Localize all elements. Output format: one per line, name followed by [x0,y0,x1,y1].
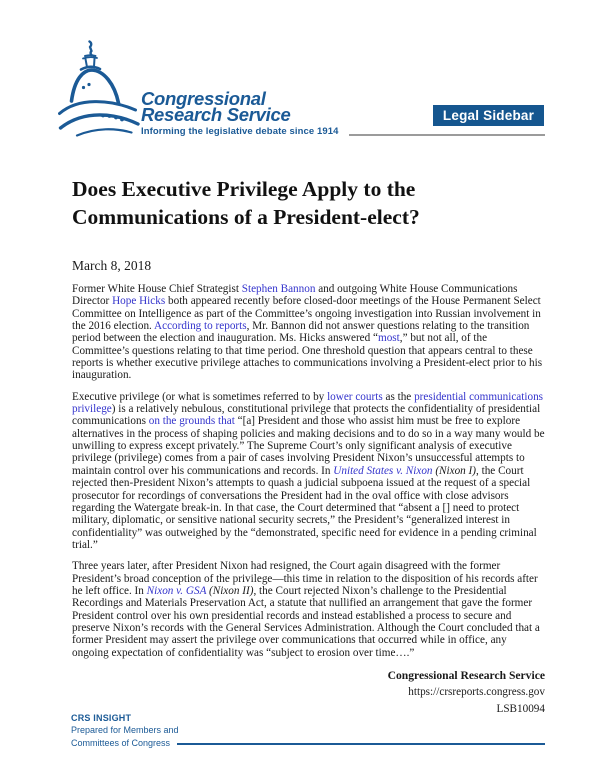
paragraph-3: Three years later, after President Nixon had resigned, the Court again disagreed with the former President’s broad conception of the privilege—this time in relation to the disposition of his records after he left office. In Nixon v. GSA (Nixon II), the Court rejected Nixon’s challenge to the Presidential Recordings and Materials Preservation Act, a statute that nullified an arrangement that gave the former President control over his own presidential records and instead established a process to secure and preserve Nixon’s records with the General Services Administration. Although the Court concluded that a former President may assert the privilege over communications that occurred while in office, any ongoing expectation of confidentiality was “subject to erosion over time….” [72,560,540,659]
page-footer [71,712,545,749]
link-nixon-v-gsa[interactable]: Nixon v. GSA [146,584,207,597]
link-on-the-grounds-that[interactable]: on the grounds that [148,415,235,428]
footer-prepared-line2-row [71,737,545,749]
signature-org: Congressional Research Service [387,668,545,682]
footer-prepared-line2: Committees of Congress [71,737,171,748]
document-id: LSB10094 [496,702,545,715]
page-title: Does Executive Privilege Apply to the Communications of a President-elect? [72,177,420,229]
crs-logo-text [141,88,339,137]
org-name-line1: Congressional [141,88,266,109]
capitol-dome-icon [58,40,142,137]
crs-reports-url[interactable]: https://crsreports.congress.gov [408,686,545,699]
link-stephen-bannon[interactable]: Stephen Bannon [241,283,316,295]
crs-logo [58,40,142,137]
legal-sidebar-badge: Legal Sidebar [433,105,544,126]
footer-prepared-line1: Prepared for Members and [71,725,179,736]
link-hope-hicks[interactable]: Hope Hicks [112,295,166,308]
org-name-line2: Research Service [141,103,291,125]
org-tagline: Informing the legislative debate since 1914 [141,126,339,137]
link-united-states-v-nixon[interactable]: United States v. Nixon [333,464,433,477]
link-most[interactable]: most [378,332,400,345]
link-lower-courts[interactable]: lower courts [327,390,383,403]
paragraph-1: Former White House Chief Strategist Stephen Bannon and outgoing White House Communications Director Hope Hicks both appeared recently before closed-door meetings of the House Permanent Select Committee on Intelligence as part of the Committee’s ongoing investigation into Russian involvement in the 2016 election. According to reports, Mr. Bannon did not answer questions relating to the transition period between the election and inauguration. Ms. Hicks answered “most,” but not all, of the Committee’s questions relating to that time period. One threshold question that appears central to these reports is whether executive privilege attaches to communications involving a President-elect prior to his inauguration. [72,283,543,382]
crs-insight-label: CRS INSIGHT [71,713,132,723]
header-divider [349,134,545,136]
article-body [72,283,545,717]
signature-block [72,668,545,718]
footer-divider [177,743,545,745]
link-according-to-reports[interactable]: According to reports [154,320,247,333]
link-presidential-communications-privilege[interactable]: presidential communications privilege [72,390,544,416]
publication-date: March 8, 2018 [72,258,152,273]
paragraph-2: Executive privilege (or what is sometimes referred to by lower courts as the presidential communications privilege) is a relatively nebulous, constitutional privilege that protects the confidentiality of presidential communications on the grounds that “[a] President and those who assist him must be free to explore alternatives in the process of shaping policies and making decisions and to do so in a way many would be unwilling to express except privately.” The Supreme Court’s only significant analysis of executive privilege (privilege) comes from a pair of cases involving President Nixon’s unsuccessful attempts to maintain control over his communications and records. In United States v. Nixon (Nixon I), the Court rejected then-President Nixon’s attempts to quash a judicial subpoena issued at the request of a special prosecutor for recordings of conversations the President had in the oval office with close advisors regarding the Watergate break-in. In that case, the Court determined that “absent a [] need to protect military, diplomatic, or sensitive national security secrets,” the President’s “generalized interest in confidentiality” was outweighed by the “demonstrated, specific need for evidence in a pending criminal trial.” [72,390,545,551]
